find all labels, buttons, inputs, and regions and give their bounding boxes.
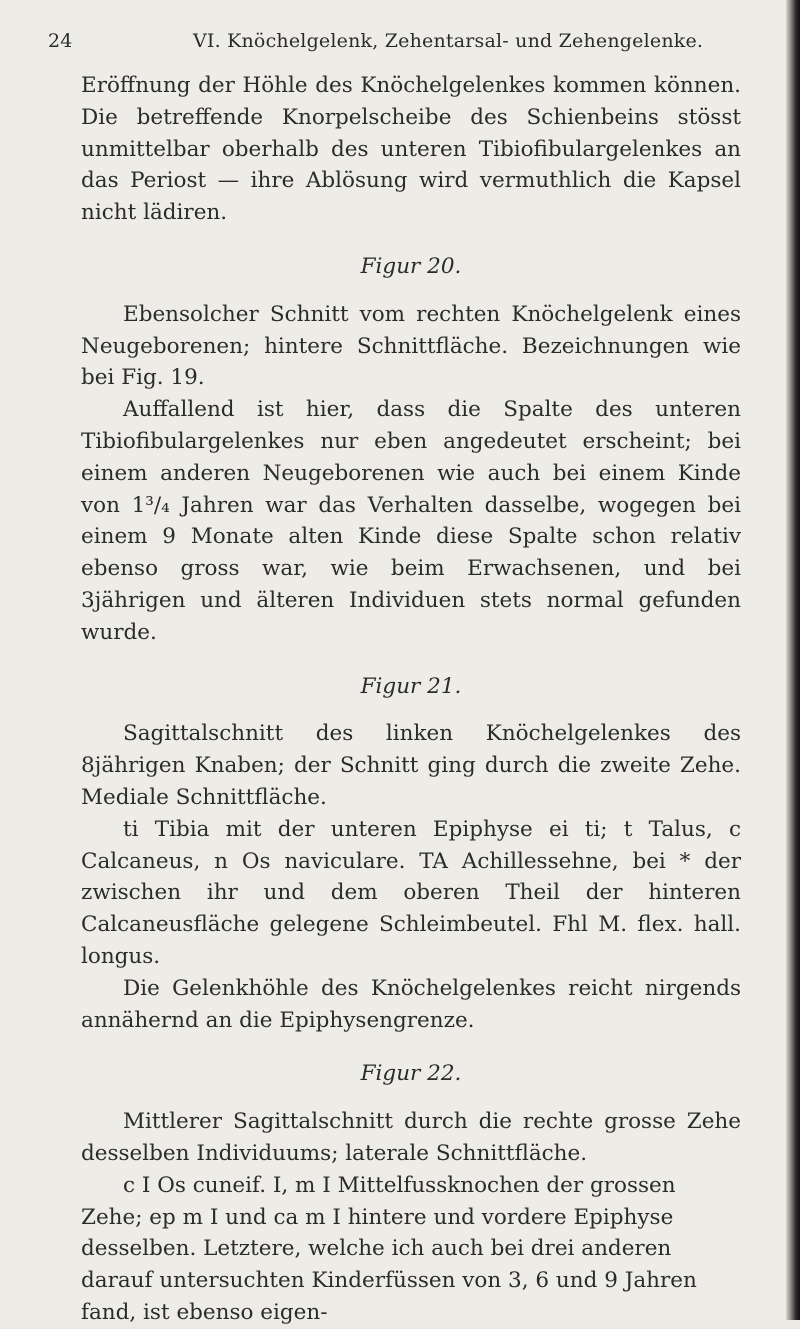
figure-21-title: Figur 21.: [360, 673, 462, 699]
figure-22-title: Figur 22.: [360, 1061, 462, 1087]
running-title: VI. Knöchelgelenk, Zehentarsal- und Zehengelenke.: [193, 30, 704, 52]
figure-22-caption: Mittlerer Sagittalschnitt durch die rechte grosse Zehe desselben Individuums; laterale Schnittfläche.: [81, 1109, 741, 1166]
figure-21-remark: Die Gelenkhöhle des Knöchelgelenkes reicht nirgends annähernd an die Epiphysengrenze.: [81, 975, 741, 1033]
figure-22-legend: c I Os cuneif. I, m I Mittelfussknochen der grossen Zehe; ep m I und ca m I hintere und vordere Epiphyse desselben. Letztere, welche ich auch bei drei anderen darauf untersuchten Kinderfüssen von 3, 6 und 9 Jahren fand, ist ebenso eigen-: [81, 1172, 697, 1325]
intro-paragraph: Eröffnung der Höhle des Knöchelgelenkes kommen können. Die betreffende Knorpelscheibe des Schienbeins stösst unmittelbar oberhalb des unteren Tibiofibulargelenkes an das Periost — ihre Ablösung wird vermuthlich die Kapsel nicht lädiren.: [81, 73, 741, 226]
figure-21-legend: ti Tibia mit der unteren Epiphyse ei ti; t Talus, c Calcaneus, n Os naviculare. TA Achillessehne, bei * der zwischen ihr und dem oberen Theil der hinteren Calcaneusfläche gelegene Schleimbeutel. Fhl M. flex. hall. longus.: [81, 816, 741, 969]
figure-21-caption: Sagittalschnitt des linken Knöchelgelenkes des 8jährigen Knaben; der Schnitt ging durch die zweite Zehe. Mediale Schnittfläche.: [81, 721, 741, 810]
page-body: [81, 70, 741, 1329]
page-number: 24: [48, 30, 73, 52]
figure-20-title: Figur 20.: [360, 253, 462, 279]
page-binding-edge: [786, 0, 800, 1320]
figure-20-caption: Ebensolcher Schnitt vom rechten Knöchelgelenk eines Neugeborenen; hintere Schnittfläche. Bezeichnungen wie bei Fig. 19.: [81, 301, 741, 391]
figure-20-remark: Auffallend ist hier, dass die Spalte des unteren Tibiofibulargelenkes nur eben angedeutet erscheint; bei einem anderen Neugeborenen wie auch bei einem Kinde von 1³/₄ Jahren war das Verhalten dasselbe, wogegen bei einem 9 Monate alten Kinde diese Spalte schon relativ ebenso gross war, wie beim Erwachsenen, und bei 3jährigen und älteren Individuen stets normal gefunden wurde.: [81, 397, 741, 645]
